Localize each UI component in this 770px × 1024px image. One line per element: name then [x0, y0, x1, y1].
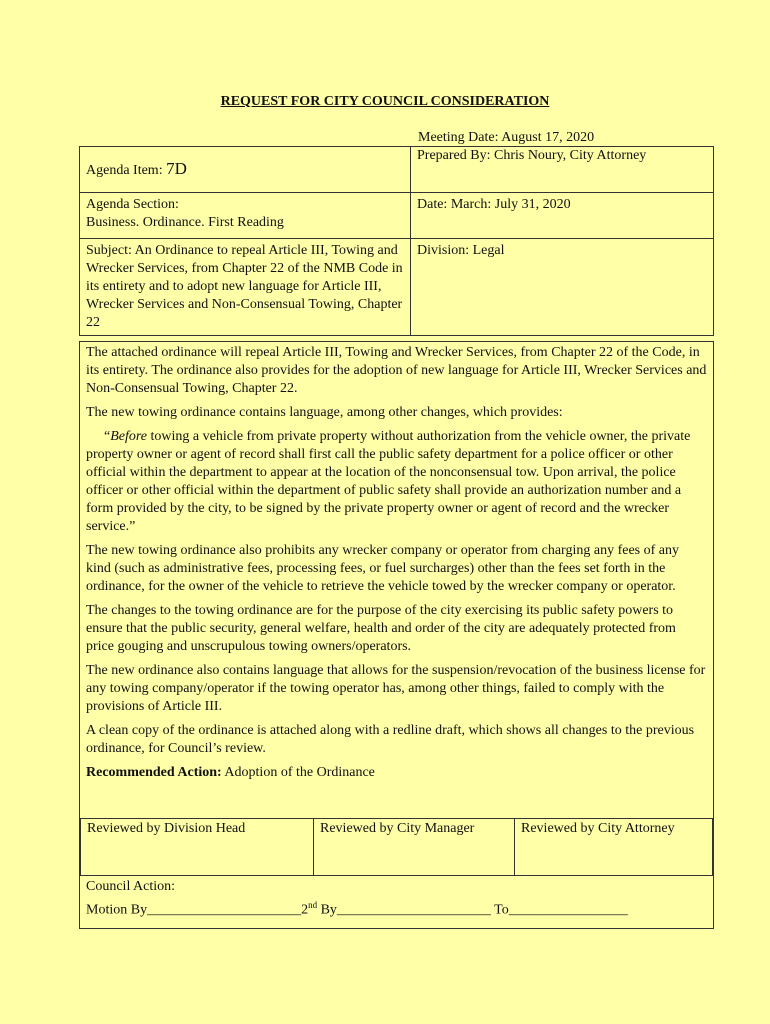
recommended-action-label: Recommended Action: [86, 765, 222, 780]
division: Division: Legal [417, 243, 505, 258]
paragraph-purpose: The changes to the towing ordinance are for the purpose of the city exercising its public safety powers to ensure that the public security, general welfare, health and order of the city are adequately protected from price gouging and unscrupulous towing owners/operators. [86, 603, 676, 654]
vote-to: To_________________ [494, 902, 628, 918]
paragraph-redline: A clean copy of the ordinance is attached along with a redline draft, which shows all changes to the previous ordinance, for Council’s review. [86, 723, 695, 756]
date: Date: March: July 31, 2020 [417, 197, 571, 212]
review-city-manager-cell [314, 819, 515, 876]
quote-text: towing a vehicle from private property without authorization from the vehicle owner, the private property owner or agent of record shall first call the public safety department for a police officer or other official within the department to appear at the location of the nonconsensual tow. Upon arrival, the police officer or other official within the department of public safety shall provide an authorization number and a form provided by the city, to be signed by the private property owner or agent of record and the wrecker service.” [86, 429, 691, 534]
agenda-item-value: 7D [166, 158, 187, 178]
date-cell [411, 193, 714, 239]
recommended-action [86, 764, 707, 782]
division-cell [411, 239, 714, 336]
paragraph-provides: The new towing ordinance contains language, among other changes, which provides: [86, 405, 563, 420]
subject: Subject: An Ordinance to repeal Article III, Towing and Wrecker Services, from Chapter 22 of the NMB Code in its entirety and to adopt new language for Article III, Wrecker Services and Non-Consensual Towing, Chapter 22 [86, 243, 403, 330]
prepared-by-cell [411, 147, 714, 193]
review-city-attorney: Reviewed by City Attorney [521, 821, 675, 836]
body-box [79, 341, 714, 929]
subject-cell [80, 239, 411, 336]
recommended-action-value: Adoption of the Ordinance [221, 765, 375, 780]
quote-open-mark: “ [104, 429, 111, 444]
review-city-attorney-cell [515, 819, 713, 876]
header-table [79, 146, 714, 336]
agenda-item-label: Agenda Item: [86, 162, 167, 178]
agenda-section-value: Business. Ordinance. First Reading [86, 215, 284, 230]
review-city-manager: Reviewed by City Manager [320, 821, 475, 836]
document-title: REQUEST FOR CITY COUNCIL CONSIDERATION [220, 94, 550, 109]
prepared-by: Prepared By: Chris Noury, City Attorney [417, 148, 647, 163]
second-by: By______________________ [317, 902, 495, 918]
council-action-label: Council Action: [86, 879, 176, 894]
body-text [80, 342, 713, 782]
paragraph-repeal: The attached ordinance will repeal Article III, Towing and Wrecker Services, from Chapter 22 of the Code, in its entirety. The ordinance also provides for the adoption of new language for Article III, Wrecker Services and Non-Consensual Towing, Chapter 22. [86, 345, 707, 396]
quote-emphasis: Before [110, 429, 148, 444]
paragraph-fees: The new towing ordinance also prohibits any wrecker company or operator from charging any fees of any kind (such as administrative fees, processing fees, or fuel surcharges) other than the fees set forth in the ordinance, for the owner of the vehicle to retrieve the vehicle towed by the wrecker company or operator. [86, 543, 679, 594]
review-table [80, 818, 713, 876]
agenda-section-label: Agenda Section: [86, 197, 179, 212]
second-number: 2 [301, 902, 309, 918]
motion-by: Motion By______________________ [86, 902, 302, 918]
meeting-date: Meeting Date: August 17, 2020 [418, 130, 595, 145]
review-division-head: Reviewed by Division Head [87, 821, 246, 836]
paragraph-quote [86, 428, 707, 536]
second-suffix: nd [308, 900, 318, 910]
council-motion-line [86, 896, 628, 920]
review-division-head-cell [81, 819, 314, 876]
agenda-section-cell [80, 193, 411, 239]
council-action [86, 878, 628, 920]
paragraph-license: The new ordinance also contains language that allows for the suspension/revocation of the business license for any towing company/operator if the towing operator has, among other things, failed to comply with the provisions of Article III. [86, 663, 706, 714]
agenda-item-cell [80, 147, 411, 193]
